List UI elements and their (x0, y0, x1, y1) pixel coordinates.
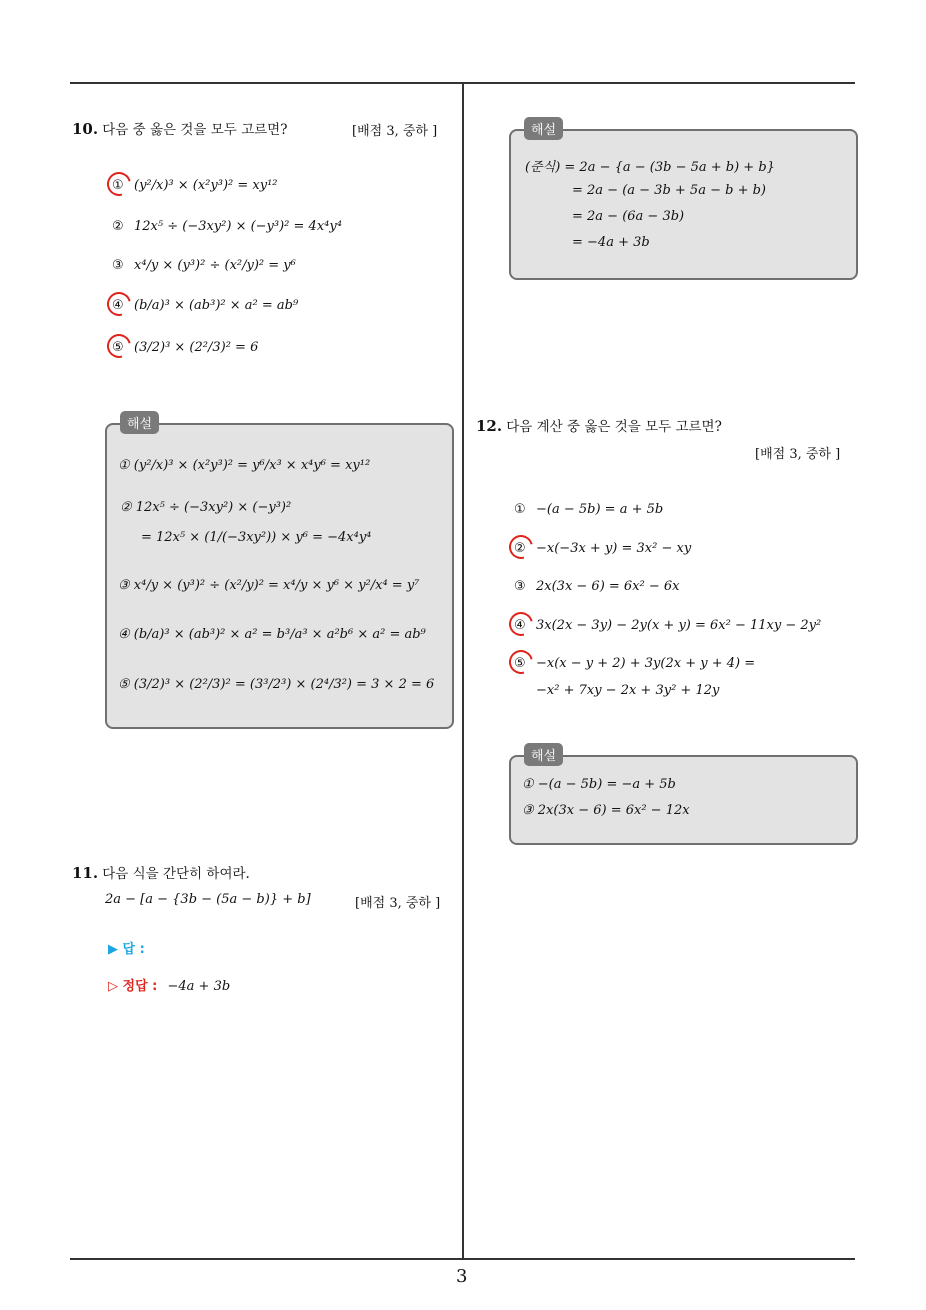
q12-choice-4-num: ④ (514, 618, 536, 633)
q12-choice-5-continued: −x² + 7xy − 2x + 3y² + 12y (536, 683, 720, 698)
q12-choice-1-expr: −(a − 5b) = a + 5b (536, 502, 664, 517)
q11-explain-line-3: = 2a − (6a − 3b) (572, 209, 685, 224)
q10-explain-line-4: ③ x⁴/y × (y³)² ÷ (x²/y)² = x⁴/y × y⁶ × y²/x⁴ = y⁷ (118, 578, 420, 593)
q12-explain-line-2: ③ 2x(3x − 6) = 6x² − 12x (522, 803, 690, 818)
q12-choice-1-num: ① (514, 502, 526, 517)
q10-explain-line-5: ④ (b/a)³ × (ab³)² × a² = b³/a³ × a²b⁶ × a² = ab⁹ (118, 627, 426, 642)
q12-choice-5-expr: −x(x − y + 2) + 3y(2x + y + 4) = (536, 656, 756, 671)
q10-choice-5[interactable] (112, 340, 258, 355)
q11-explanation-box (509, 129, 858, 280)
q10-explanation-label: 해설 (120, 411, 159, 434)
q10-choice-4-expr: (b/a)³ × (ab³)² × a² = ab⁹ (134, 298, 299, 313)
q12-choice-2-num: ② (514, 541, 536, 556)
q10-choice-1[interactable] (112, 178, 278, 193)
q11-explanation-label: 해설 (524, 117, 563, 140)
q12-explain-line-1: ① −(a − 5b) = −a + 5b (522, 777, 676, 792)
q10-score: [배점 3, 중하 ] (352, 124, 438, 139)
q12-explanation-box (509, 755, 858, 845)
q12-choice-4-expr: 3x(2x − 3y) − 2y(x + y) = 6x² − 11xy − 2y² (536, 618, 822, 633)
q10-choice-2-expr: 12x⁵ ÷ (−3xy²) × (−y³)² = 4x⁴y⁴ (134, 219, 342, 234)
q11-explain-line-4: = −4a + 3b (572, 235, 650, 250)
q10-explain-line-2: ② 12x⁵ ÷ (−3xy²) × (−y³)² (120, 500, 292, 515)
q12-number: 12. (476, 417, 503, 435)
q10-choice-5-num: ⑤ (112, 340, 134, 355)
q10-choice-3[interactable] (112, 258, 296, 273)
q10-choice-1-expr: (y²/x)³ × (x²y³)² = xy¹² (134, 178, 278, 193)
q10-choice-3-num: ③ (112, 258, 124, 273)
q11-number: 11. (72, 864, 99, 882)
q11-expression: 2a − [a − {3b − (5a − b)} + b] (105, 892, 311, 907)
q10-explain-line-3: = 12x⁵ × (1/(−3xy²)) × y⁶ = −4x⁴y⁴ (141, 530, 372, 545)
q10-choice-3-expr: x⁴/y × (y³)² ÷ (x²/y)² = y⁶ (134, 258, 296, 273)
q12-choice-3[interactable] (514, 579, 680, 594)
q10-explain-line-6: ⑤ (3/2)³ × (2²/3)² = (3³/2³) × (2⁴/3²) = 3 × 2 = 6 (118, 677, 435, 692)
q12-explanation-label: 해설 (524, 743, 563, 766)
q10-explain-line-1: ① (y²/x)³ × (x²y³)² = y⁶/x³ × x⁴y⁶ = xy¹² (118, 458, 371, 473)
q12-choice-4[interactable] (514, 618, 821, 633)
q12-choice-3-num: ③ (514, 579, 526, 594)
q11-question: 다음 식을 간단히 하여라. (102, 866, 250, 882)
q10-choice-5-expr: (3/2)³ × (2²/3)² = 6 (134, 340, 259, 355)
q12-choice-1[interactable] (514, 502, 663, 517)
q12-score: [배점 3, 중하 ] (755, 447, 841, 462)
q11-correct-row (108, 975, 230, 994)
q10-choice-1-num: ① (112, 178, 134, 193)
q10-choice-2[interactable] (112, 219, 342, 234)
q12-choice-2-expr: −x(−3x + y) = 3x² − xy (536, 541, 692, 556)
q11-explain-line-2: = 2a − (a − 3b + 5a − b + b) (572, 183, 766, 198)
q10-question: 다음 중 옳은 것을 모두 고르면? (102, 122, 288, 138)
q12-header (476, 415, 722, 435)
bottom-rule (70, 1258, 855, 1260)
q10-choice-2-num: ② (112, 219, 124, 234)
page-number: 3 (456, 1266, 468, 1287)
q12-choice-5[interactable] (514, 656, 755, 671)
q12-choice-3-expr: 2x(3x − 6) = 6x² − 6x (536, 579, 680, 594)
q11-correct-value: −4a + 3b (167, 979, 231, 994)
q10-choice-4-num: ④ (112, 298, 134, 313)
q10-number: 10. (72, 120, 99, 138)
q12-question: 다음 계산 중 옳은 것을 모두 고르면? (506, 419, 722, 435)
q11-correct-label: ▷ 정답 : (108, 979, 158, 994)
q12-choice-2[interactable] (514, 541, 691, 556)
q11-header (72, 862, 250, 882)
q11-explain-line-1: (준식) = 2a − {a − (3b − 5a + b) + b} (525, 160, 775, 175)
q11-answer-label: ▶ 답 : (108, 942, 145, 957)
q10-choice-4[interactable] (112, 298, 298, 313)
q12-choice-5-num: ⑤ (514, 656, 536, 671)
q10-header (72, 118, 287, 138)
column-divider (462, 82, 464, 1259)
q11-score: [배점 3, 중하 ] (355, 896, 441, 911)
